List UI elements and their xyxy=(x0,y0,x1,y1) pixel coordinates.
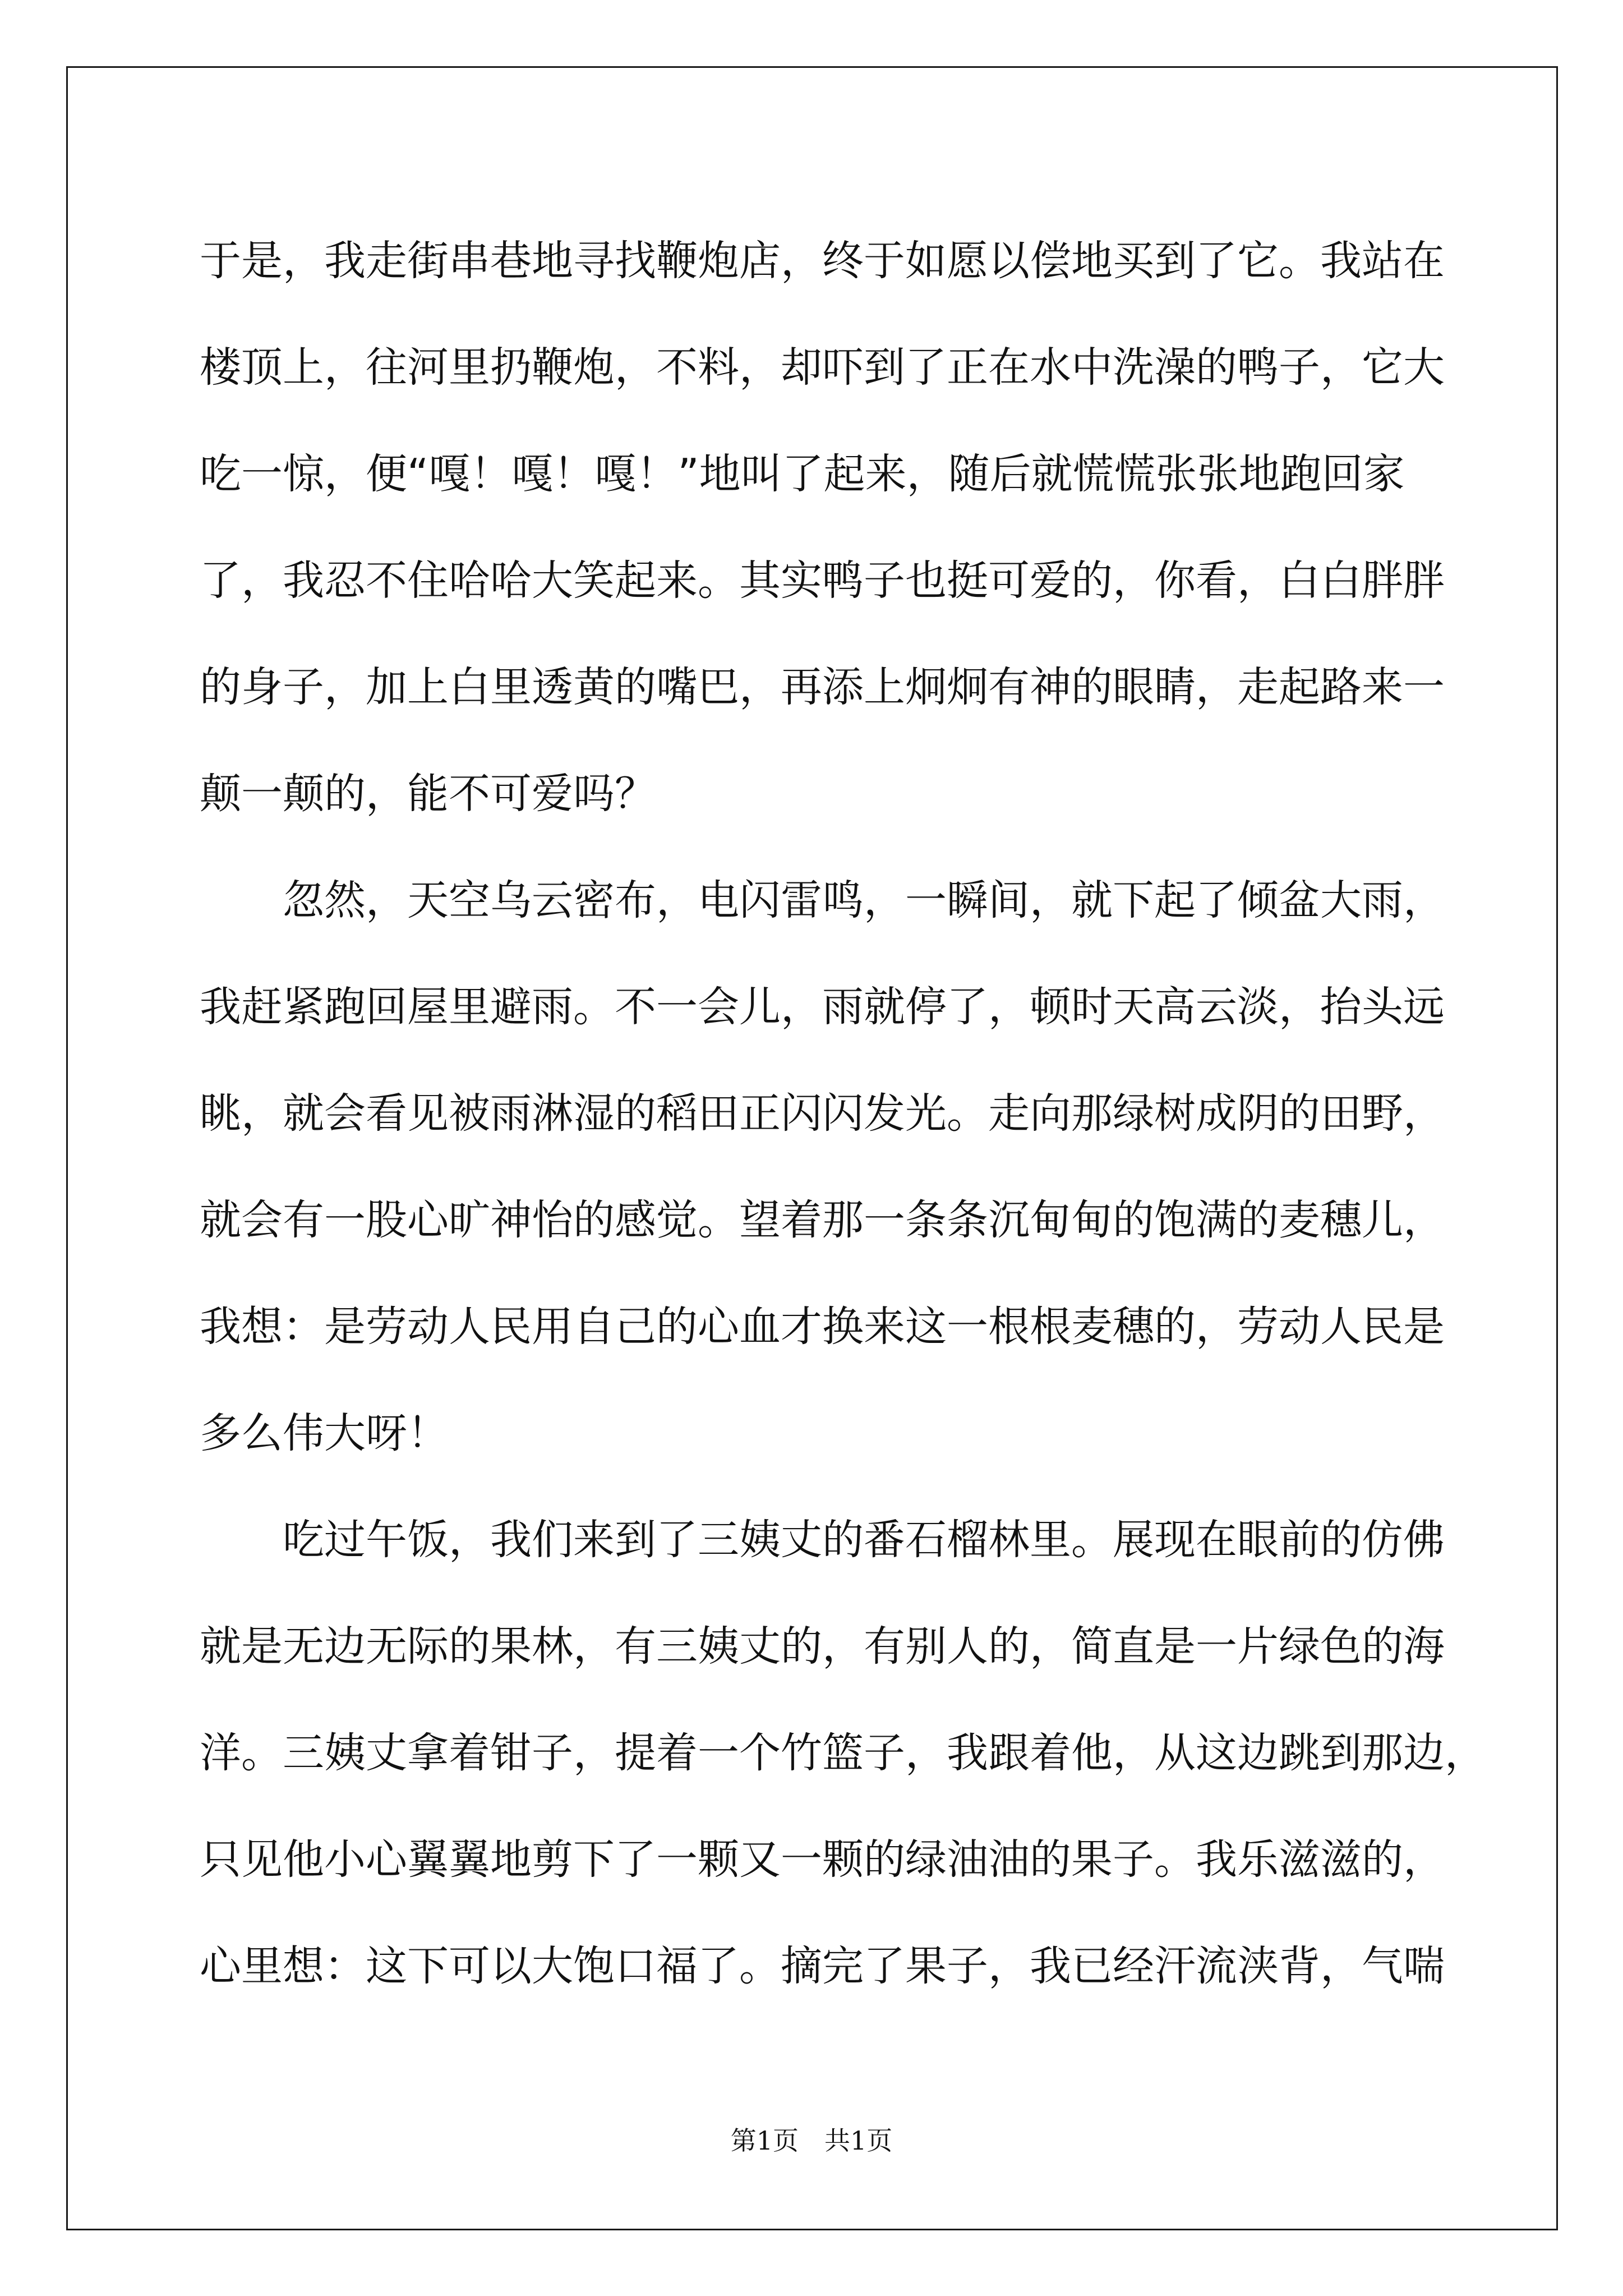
text-line: 就是无边无际的果林，有三姨丈的，有别人的，简直是一片绿色的海 xyxy=(200,1622,1445,1671)
text-line: 吃一惊，便“嘎！嘎！嘎！”地叫了起来，随后就慌慌张张地跑回家 xyxy=(200,450,1405,498)
text-line: 洋。三姨丈拿着钳子，提着一个竹篮子，我跟着他，从这边跳到那边， xyxy=(200,1729,1486,1777)
page-footer: 第1页 共1页 xyxy=(730,2125,893,2156)
text-line: 多么伟大呀！ xyxy=(200,1409,449,1457)
text-line: 眺，就会看见被雨淋湿的稻田正闪闪发光。走向那绿树成阴的田野， xyxy=(200,1089,1445,1138)
text-line: 于是，我走街串巷地寻找鞭炮店，终于如愿以偿地买到了它。我站在 xyxy=(200,237,1445,285)
text-line: 了，我忍不住哈哈大笑起来。其实鸭子也挺可爱的，你看，白白胖胖 xyxy=(200,556,1445,605)
text-line: 楼顶上，往河里扔鞭炮，不料，却吓到了正在水中洗澡的鸭子，它大 xyxy=(200,343,1445,392)
text-line: 我想：是劳动人民用自己的心血才换来这一根根麦穗的，劳动人民是 xyxy=(200,1303,1445,1351)
document-body xyxy=(200,208,1486,2019)
text-line: 忽然，天空乌云密布，电闪雷鸣，一瞬间，就下起了倾盆大雨， xyxy=(200,876,1445,924)
text-line: 颠一颠的，能不可爱吗？ xyxy=(200,770,656,818)
text-line: 的身子，加上白里透黄的嘴巴，再添上炯炯有神的眼睛，走起路来一 xyxy=(200,663,1445,711)
text-line: 心里想：这下可以大饱口福了。摘完了果子，我已经汗流浃背，气喘 xyxy=(200,1942,1445,1990)
text-line: 吃过午饭，我们来到了三姨丈的番石榴林里。展现在眼前的仿佛 xyxy=(200,1516,1445,1564)
text-line: 就会有一股心旷神怡的感觉。望着那一条条沉甸甸的饱满的麦穗儿， xyxy=(200,1196,1445,1244)
text-line: 我赶紧跑回屋里避雨。不一会儿，雨就停了，顿时天高云淡，抬头远 xyxy=(200,983,1445,1031)
text-line: 只见他小心翼翼地剪下了一颗又一颗的绿油油的果子。我乐滋滋的， xyxy=(200,1835,1445,1884)
